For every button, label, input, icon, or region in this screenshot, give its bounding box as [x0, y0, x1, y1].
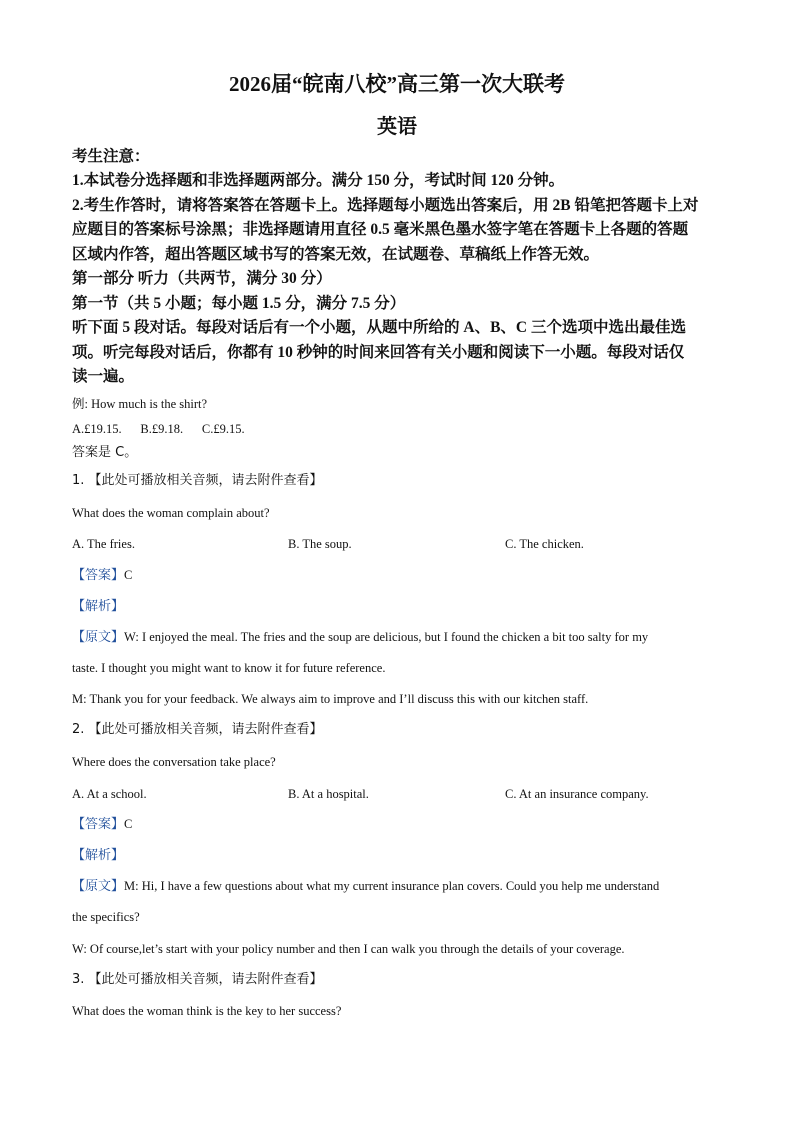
question-1-option-c: C. The chicken.	[505, 537, 584, 551]
question-2-answer: C	[124, 817, 133, 831]
question-2-transcript-line-2: the specifics?	[72, 910, 140, 924]
question-2-option-a: A. At a school.	[72, 787, 147, 801]
question-1-transcript-text-1: W: I enjoyed the meal. The fries and the soup are delicious, but I found the chicken a bit too salty for my	[124, 630, 649, 644]
question-1-transcript-line-3: M: Thank you for your feedback. We always aim to improve and I’ll discuss this with our kitchen staff.	[72, 692, 589, 706]
source-tag: 【原文】	[72, 879, 125, 894]
question-2-transcript-line-3: W: Of course,let’s start with your policy number and then I can walk you through the details of your coverage.	[72, 942, 625, 956]
part-1-heading: 第一部分 听力（共两节，满分 30 分）	[72, 270, 332, 287]
question-2-audio: 2. 【此处可播放相关音频，请去附件查看】	[72, 722, 323, 737]
notice-item-2-line-1: 2.考生作答时，请将答案答在答题卡上。选择题每小题选出答案后，用 2B 铅笔把答题卡上对	[72, 197, 699, 214]
question-2-analysis-row	[72, 847, 124, 864]
question-1-audio: 1. 【此处可播放相关音频，请去附件查看】	[72, 473, 323, 488]
answer-tag: 【答案】	[72, 817, 125, 832]
example-answer: 答案是 C。	[72, 445, 138, 460]
example-question: 例: How much is the shirt?	[72, 397, 208, 411]
question-2-answer-row	[72, 816, 132, 833]
notice-item-2-line-2: 应题目的答案标号涂黑；非选择题请用直径 0.5 毫米黑色墨水签字笔在答题卡上各题的答题	[72, 221, 689, 238]
question-1-option-b: B. The soup.	[288, 537, 352, 551]
answer-tag: 【答案】	[72, 568, 125, 583]
question-2-stem: Where does the conversation take place?	[72, 755, 276, 769]
section-1-heading: 第一节（共 5 小题；每小题 1.5 分，满分 7.5 分）	[72, 295, 406, 312]
notice-heading: 考生注意：	[72, 148, 150, 165]
example-options: A.£19.15. B.£9.18. C.£9.15.	[72, 422, 245, 436]
analysis-tag: 【解析】	[72, 848, 125, 863]
question-1-transcript-line-2: taste. I thought you might want to know it for future reference.	[72, 661, 386, 675]
analysis-tag: 【解析】	[72, 599, 125, 614]
instructions-line-2: 项。听完每段对话后，你都有 10 秒钟的时间来回答有关小题和阅读下一小题。每段对话仅	[72, 344, 685, 361]
notice-item-2-line-3: 区域内作答，超出答题区域书写的答案无效，在试题卷、草稿纸上作答无效。	[72, 246, 600, 263]
question-2-transcript-text-1: M: Hi, I have a few questions about what my current insurance plan covers. Could you help me understand	[124, 879, 660, 893]
notice-item-1: 1.本试卷分选择题和非选择题两部分。满分 150 分，考试时间 120 分钟。	[72, 172, 565, 189]
question-1-option-a: A. The fries.	[72, 537, 135, 551]
question-3-audio: 3. 【此处可播放相关音频，请去附件查看】	[72, 972, 323, 987]
subject-heading: 英语	[377, 116, 417, 138]
instructions-line-3: 读一遍。	[72, 368, 135, 385]
source-tag: 【原文】	[72, 630, 125, 645]
question-1-analysis-row	[72, 598, 124, 615]
question-2-option-b: B. At a hospital.	[288, 787, 369, 801]
question-3-stem: What does the woman think is the key to her success?	[72, 1004, 342, 1018]
instructions-line-1: 听下面 5 段对话。每段对话后有一个小题，从题中所给的 A、B、C 三个选项中选出最佳选	[72, 319, 686, 336]
question-1-stem: What does the woman complain about?	[72, 506, 270, 520]
question-2-transcript-line-1	[72, 878, 659, 895]
question-1-answer-row	[72, 567, 132, 584]
question-2-option-c: C. At an insurance company.	[505, 787, 649, 801]
question-1-answer: C	[124, 568, 133, 582]
question-1-transcript-line-1	[72, 629, 648, 646]
exam-title: 2026届“皖南八校”高三第一次大联考	[229, 72, 565, 96]
